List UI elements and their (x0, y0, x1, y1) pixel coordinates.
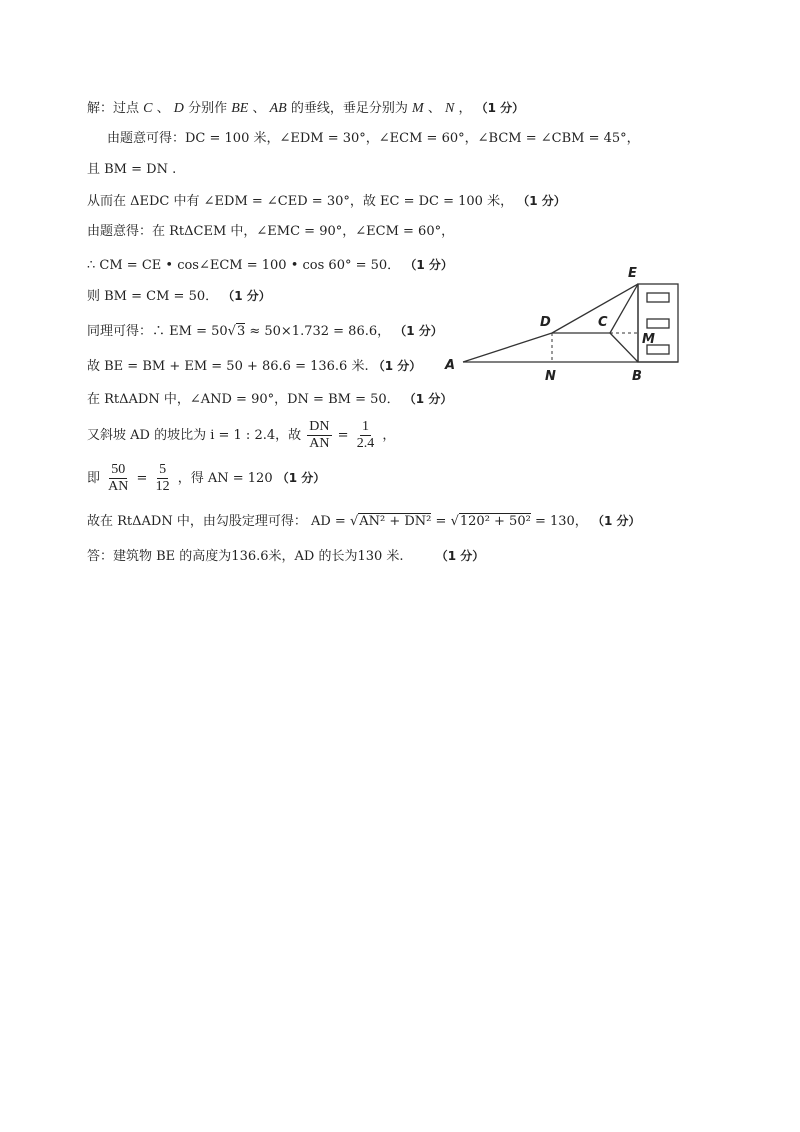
text: 故 BE = BM + EM = 50 + 86.6 = 136.6 米. (87, 359, 369, 374)
line-cb (610, 333, 638, 362)
sqrt-radicand: 3 (236, 324, 246, 339)
line-de (552, 284, 638, 333)
var: D (173, 101, 184, 116)
points-badge: （1 分） (404, 258, 453, 272)
var: AB (269, 101, 287, 116)
var: C (143, 101, 153, 116)
text: = (136, 471, 148, 486)
text: = 130， (530, 514, 588, 529)
points-badge: （1 分） (403, 392, 453, 406)
points-badge: （1 分） (435, 549, 485, 563)
var: N (445, 101, 455, 116)
denominator: AN (108, 479, 129, 494)
window (647, 293, 669, 302)
slope-ad (463, 333, 552, 362)
points-badge: （1 分） (372, 359, 422, 373)
point-label-n: N (545, 369, 556, 384)
text: 故在 RtΔADN 中，由勾股定理可得： AD = (87, 514, 350, 529)
solution-line-8: 同理可得：∴ EM = 50√3 ≈ 50×1.732 = 86.6， （1 分） (87, 324, 443, 339)
text: = (431, 514, 451, 529)
text: 同理可得：∴ EM = 50 (87, 324, 228, 339)
building (638, 284, 678, 362)
text: 在 RtΔADN 中，∠AND = 90°，DN = BM = 50． (87, 392, 400, 407)
text: 解：过点 (87, 101, 140, 116)
sqrt-radicand: 120² + 50² (459, 514, 531, 529)
text: ∴ CM = CE • cos∠ECM = 100 • cos 60° = 50． (87, 258, 401, 273)
text: 由题意得：在 RtΔCEM 中，∠EMC = 90°，∠ECM = 60°， (87, 224, 455, 239)
text: 分别作 (188, 101, 228, 116)
text: ，得 AN = 120 (177, 471, 273, 486)
points-badge: （1 分） (591, 514, 641, 528)
point-label-m: M (642, 332, 655, 347)
point-label-b: B (632, 369, 642, 384)
text: 、 (252, 101, 266, 116)
window (647, 319, 669, 328)
text: 的垂线，垂足分别为 (290, 101, 408, 116)
text: 则 BM = CM = 50． (87, 289, 219, 304)
numerator: DN (309, 419, 330, 434)
points-badge: （1 分） (517, 194, 566, 208)
numerator: 1 (361, 419, 369, 434)
point-label-d: D (540, 315, 551, 330)
points-badge: （1 分） (475, 101, 525, 115)
text: 即 (87, 471, 101, 486)
text: = (337, 428, 349, 443)
denominator: AN (309, 436, 330, 451)
text: 由题意可得：DC = 100 米，∠EDM = 30°，∠ECM = 60°，∠BCM = ∠CBM = 45°， (107, 131, 640, 146)
points-badge: （1 分） (222, 289, 271, 303)
sqrt-radicand: AN² + DN² (359, 514, 432, 529)
text: 又斜坡 AD 的坡比为 i = 1 : 2.4，故 (87, 428, 302, 443)
denominator: 12 (155, 479, 170, 494)
text: 且 BM = DN . (87, 162, 177, 177)
point-label-c: C (598, 315, 608, 330)
var: M (412, 101, 424, 116)
solution-line-13: 故在 RtΔADN 中，由勾股定理可得： AD = √AN² + DN² = √120² + 50² = 130， （1 分） (87, 514, 641, 529)
point-label-e: E (628, 266, 637, 281)
var: BE (231, 101, 249, 116)
text: 、 (156, 101, 170, 116)
denominator: 2.4 (356, 436, 375, 451)
numerator: 50 (111, 462, 126, 477)
text: ， (382, 428, 396, 443)
points-badge: （1 分） (276, 471, 326, 485)
text: 答：建筑物 BE 的高度为136.6米，AD 的长为130 米. (87, 549, 404, 564)
numerator: 5 (159, 462, 167, 477)
text: ， (458, 101, 472, 116)
text: ≈ 50×1.732 = 86.6， (245, 324, 391, 339)
text: 、 (427, 101, 441, 116)
point-label-a: A (445, 358, 456, 373)
points-badge: （1 分） (394, 324, 443, 338)
text: 从而在 ΔEDC 中有 ∠EDM = ∠CED = 30°，故 EC = DC = 100 米， (87, 194, 514, 209)
